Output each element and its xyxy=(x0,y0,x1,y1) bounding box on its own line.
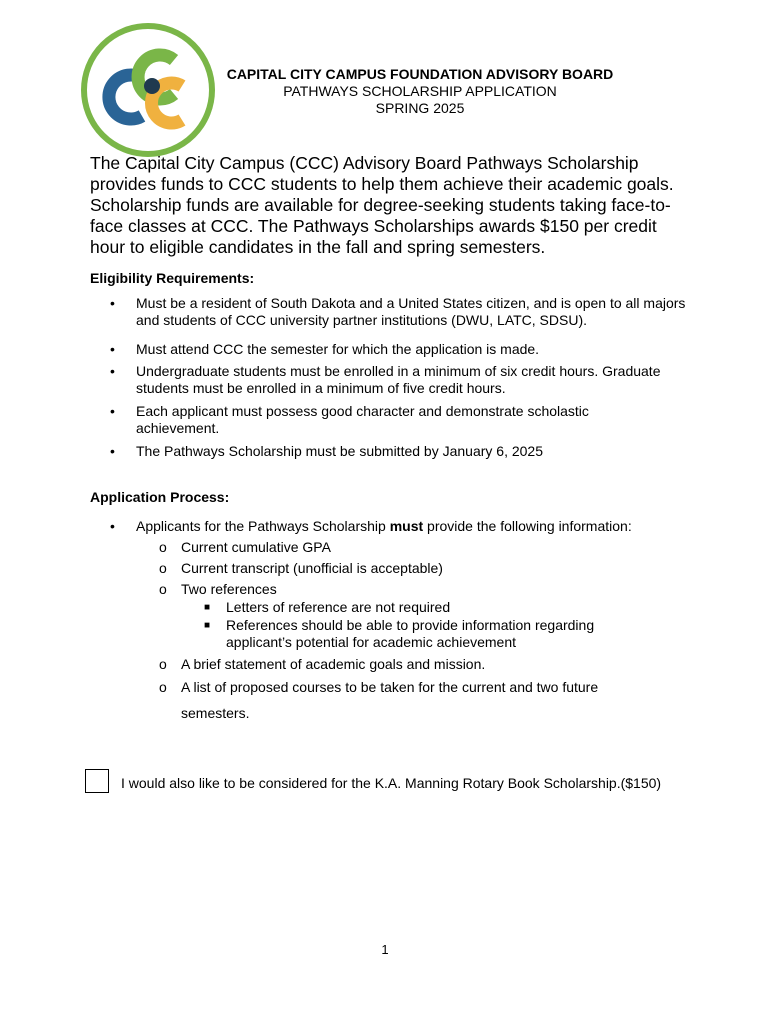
bullet-icon: • xyxy=(110,363,115,379)
circle-bullet-icon: o xyxy=(159,581,167,597)
list-item-text: Undergraduate students must be enrolled in a minimum of six credit hours. Graduate students must be enrolled in a minimum of five credit hours. xyxy=(136,363,661,396)
application-title: PATHWAYS SCHOLARSHIP APPLICATION xyxy=(283,83,557,99)
checkbox-label: I would also like to be considered for the K.A. Manning Rotary Book Scholarship.($150) xyxy=(121,775,662,791)
circle-bullet-icon: o xyxy=(159,656,167,672)
org-name: CAPITAL CITY CAMPUS FOUNDATION ADVISORY BOARD xyxy=(226,66,614,82)
list-item-text: The Pathways Scholarship must be submitted by January 6, 2025 xyxy=(136,443,543,459)
square-bullet-icon: ■ xyxy=(204,620,211,631)
bullet-icon: • xyxy=(110,443,115,459)
circle-bullet-icon: o xyxy=(159,560,167,576)
square-bullet-icon: ■ xyxy=(204,602,211,613)
intro-paragraph: The Capital City Campus (CCC) Advisory Board Pathways Scholarship provides funds to CCC students to help them achieve their academic goals. Scholarship funds are available for degree-seeking students taking face-to-face classes at CCC. The Pathways Scholarships awards $150 per credit hour to eligible candidates in the fall and spring semesters. xyxy=(90,153,674,257)
list-item-text: Applicants for the Pathways Scholarship must provide the following information: xyxy=(136,518,632,534)
rotary-scholarship-checkbox[interactable] xyxy=(85,769,109,793)
bullet-icon: • xyxy=(110,295,115,311)
term: SPRING 2025 xyxy=(375,100,465,116)
eligibility-title: Eligibility Requirements: xyxy=(90,270,255,286)
list-item-text: Each applicant must possess good character and demonstrate scholastic achievement. xyxy=(136,403,589,436)
sub-item-text: Current transcript (unofficial is acceptable) xyxy=(181,560,443,576)
sub-item-text: Two references xyxy=(181,581,277,597)
sub-item-text: A brief statement of academic goals and mission. xyxy=(181,656,486,672)
page-number: 1 xyxy=(381,942,389,957)
circle-bullet-icon: o xyxy=(159,679,167,695)
bullet-icon: • xyxy=(110,403,115,419)
bullet-icon: • xyxy=(110,341,115,357)
list-item-text: Must attend CCC the semester for which the application is made. xyxy=(136,341,540,357)
reference-item-text: References should be able to provide information regarding applicant’s potential for academic achievement xyxy=(226,617,595,650)
sub-item-text: A list of proposed courses to be taken for the current and two future semesters. xyxy=(181,679,599,721)
sub-item-text: Current cumulative GPA xyxy=(181,539,331,555)
bullet-icon: • xyxy=(110,518,115,534)
process-title: Application Process: xyxy=(90,489,230,505)
document-header xyxy=(190,66,650,117)
circle-bullet-icon: o xyxy=(159,539,167,555)
list-item-text: Must be a resident of South Dakota and a United States citizen, and is open to all majors and students of CCC university partner institutions (DWU, LATC, SDSU). xyxy=(136,295,686,328)
reference-item-text: Letters of reference are not required xyxy=(226,599,451,615)
